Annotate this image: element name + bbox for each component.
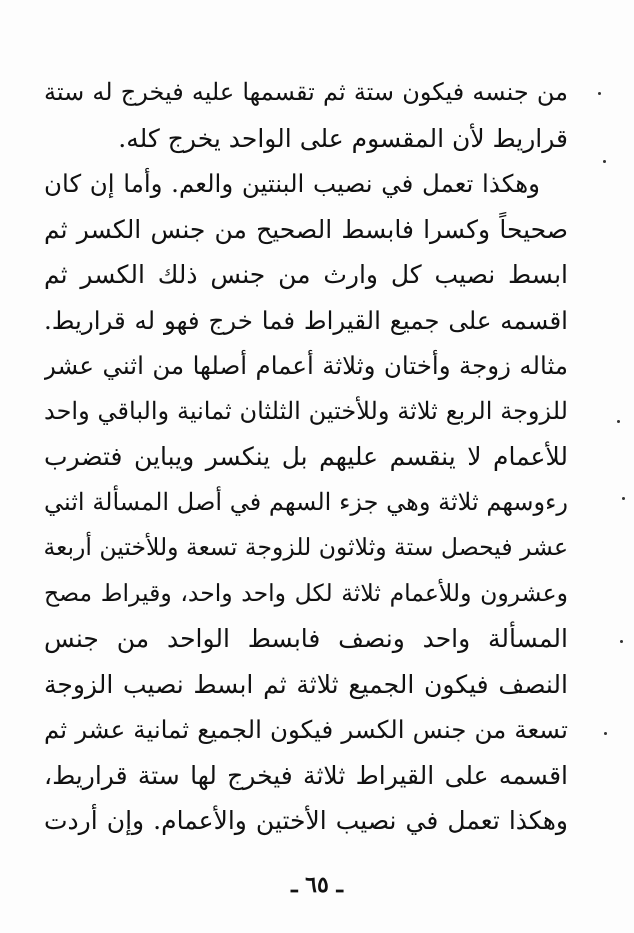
text-line: مثاله زوجة وأختان وثلاثة أعمام أصلها من اثني عشر: [44, 351, 568, 380]
text-line: قراريط لأن المقسوم على الواحد يخرج كله.: [118, 123, 568, 153]
margin-speck: [598, 92, 601, 95]
text-line: المسألة واحد ونصف فابسط الواحد من جنس: [44, 624, 568, 653]
text-line: من جنسه فيكون ستة ثم تقسمها عليه فيخرج له ستة: [44, 78, 568, 106]
margin-speck: [622, 497, 625, 500]
text-line: عشر فيحصل ستة وثلاثون للزوجة تسعة وللأختين أربعة: [44, 533, 568, 561]
text-line: رءوسهم ثلاثة وهي جزء السهم في أصل المسألة اثني: [44, 487, 568, 516]
text-line: وهكذا تعمل في نصيب الأختين والأعمام. وإن أردت: [44, 806, 568, 835]
text-line: اقسمه على القيراط ثلاثة فيخرج لها ستة قراريط،: [44, 760, 568, 790]
text-line: صحيحاً وكسرا فابسط الصحيح من جنس الكسر ثم: [44, 214, 568, 244]
body-text: [44, 70, 568, 844]
text-line: النصف فيكون الجميع ثلاثة ثم ابسط نصيب الزوجة: [44, 669, 568, 699]
text-line: للأعمام لا ينقسم عليهم بل ينكسر ويباين فتضرب: [44, 442, 568, 471]
text-line: للزوجة الربع ثلاثة وللأختين الثلثان ثمانية والباقي واحد: [44, 396, 568, 425]
text-line: اقسمه على جميع القيراط فما خرج فهو له قراريط.: [44, 305, 568, 335]
margin-speck: [604, 732, 607, 735]
page-number: ـ ٦٥ ـ: [291, 872, 343, 898]
margin-speck: [603, 160, 606, 163]
text-line: ابسط نصيب كل وارث من جنس ذلك الكسر ثم: [44, 260, 568, 289]
margin-speck: [617, 420, 620, 423]
text-line: وعشرون وللأعمام ثلاثة لكل واحد واحد، وقيراط مصح: [44, 578, 568, 607]
text-line: وهكذا تعمل في نصيب البنتين والعم. وأما إن كان: [44, 169, 540, 198]
margin-speck: [620, 640, 623, 643]
text-line: تسعة من جنس الكسر فيكون الجميع ثمانية عشر ثم: [44, 715, 568, 744]
